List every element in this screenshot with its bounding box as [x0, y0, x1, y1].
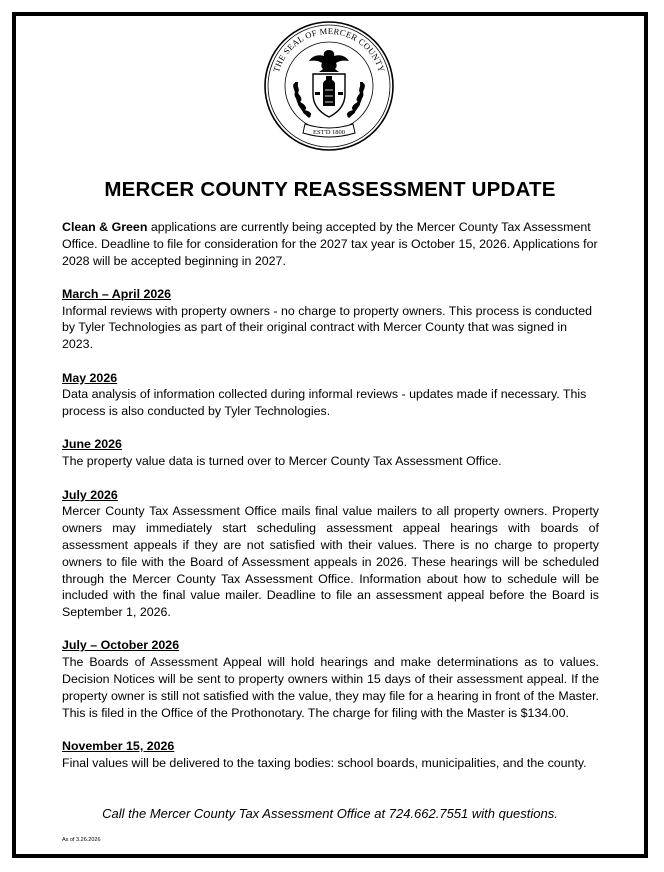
section-body: Mercer County Tax Assessment Office mails final value mailers to all property owners. Property owners may immediately start scheduling assessment appeal hearings with boards of assessment appeals if they are not satisfied with their values. There is no charge to property owners to file with the Board of Assessment appeals in 2026. These hearings will be scheduled through the Mercer County Tax Assessment Office. Information about how to schedule will be included with the final value mailer. Deadline to file an assessment appeal before the Board is September 1, 2026. — [62, 504, 599, 620]
section-heading: July – October 2026 — [62, 638, 180, 653]
section-heading: November 15, 2026 — [62, 738, 175, 753]
section-body: Informal reviews with property owners - no charge to property owners. This process is conducted by Tyler Technologies as part of their original contract with Mercer County that was signed in 2023. — [62, 303, 593, 352]
section-march-april — [62, 286, 599, 353]
section-body: Final values will be delivered to the taxing bodies: school boards, municipalities, and the county. — [62, 755, 587, 770]
section-body: Data analysis of information collected during informal reviews - updates made if necessary. This process is also conducted by Tyler Technologies. — [62, 387, 587, 419]
section-july-october — [62, 637, 599, 721]
section-heading: July 2026 — [62, 487, 118, 502]
seal-ring-text: THE SEAL OF MERCER COUNTY — [271, 25, 387, 74]
section-heading: March – April 2026 — [62, 286, 172, 301]
section-heading: June 2026 — [62, 437, 122, 452]
contact-call-line: Call the Mercer County Tax Assessment Office at 724.662.7551 with questions. — [102, 806, 558, 821]
intro-paragraph — [62, 219, 599, 269]
page-title: MERCER COUNTY REASSESSMENT UPDATE — [104, 178, 556, 201]
document-body — [62, 219, 599, 788]
section-may — [62, 370, 599, 420]
section-heading: May 2026 — [62, 370, 118, 385]
seal-established: EST'D 1800 — [312, 129, 346, 136]
section-body: The Boards of Assessment Appeal will hold hearings and make determinations as to values. Decision Notices will be sent to property owners within 15 days of their assessment appeal. If the property owner is still not satisfied with the value, they may file for a hearing in front of the Master. This is filed in the Office of the Prothonotary. The charge for filing with the Master is $134.00. — [62, 655, 599, 720]
intro-bold-lead: Clean & Green — [62, 220, 148, 234]
as-of-footnote: As of 3.26.2026 — [62, 837, 101, 843]
mercer-county-seal — [263, 20, 395, 152]
section-body: The property value data is turned over to Mercer County Tax Assessment Office. — [62, 454, 502, 469]
section-november — [62, 738, 599, 772]
intro-text: applications are currently being accepted by the Mercer County Tax Assessment Office. Deadline to file for consideration for the 2027 tax year is October 15, 2026. Applications for 2028 will be accepted beginning in 2027. — [62, 220, 598, 268]
section-june — [62, 436, 599, 470]
section-july — [62, 487, 599, 621]
